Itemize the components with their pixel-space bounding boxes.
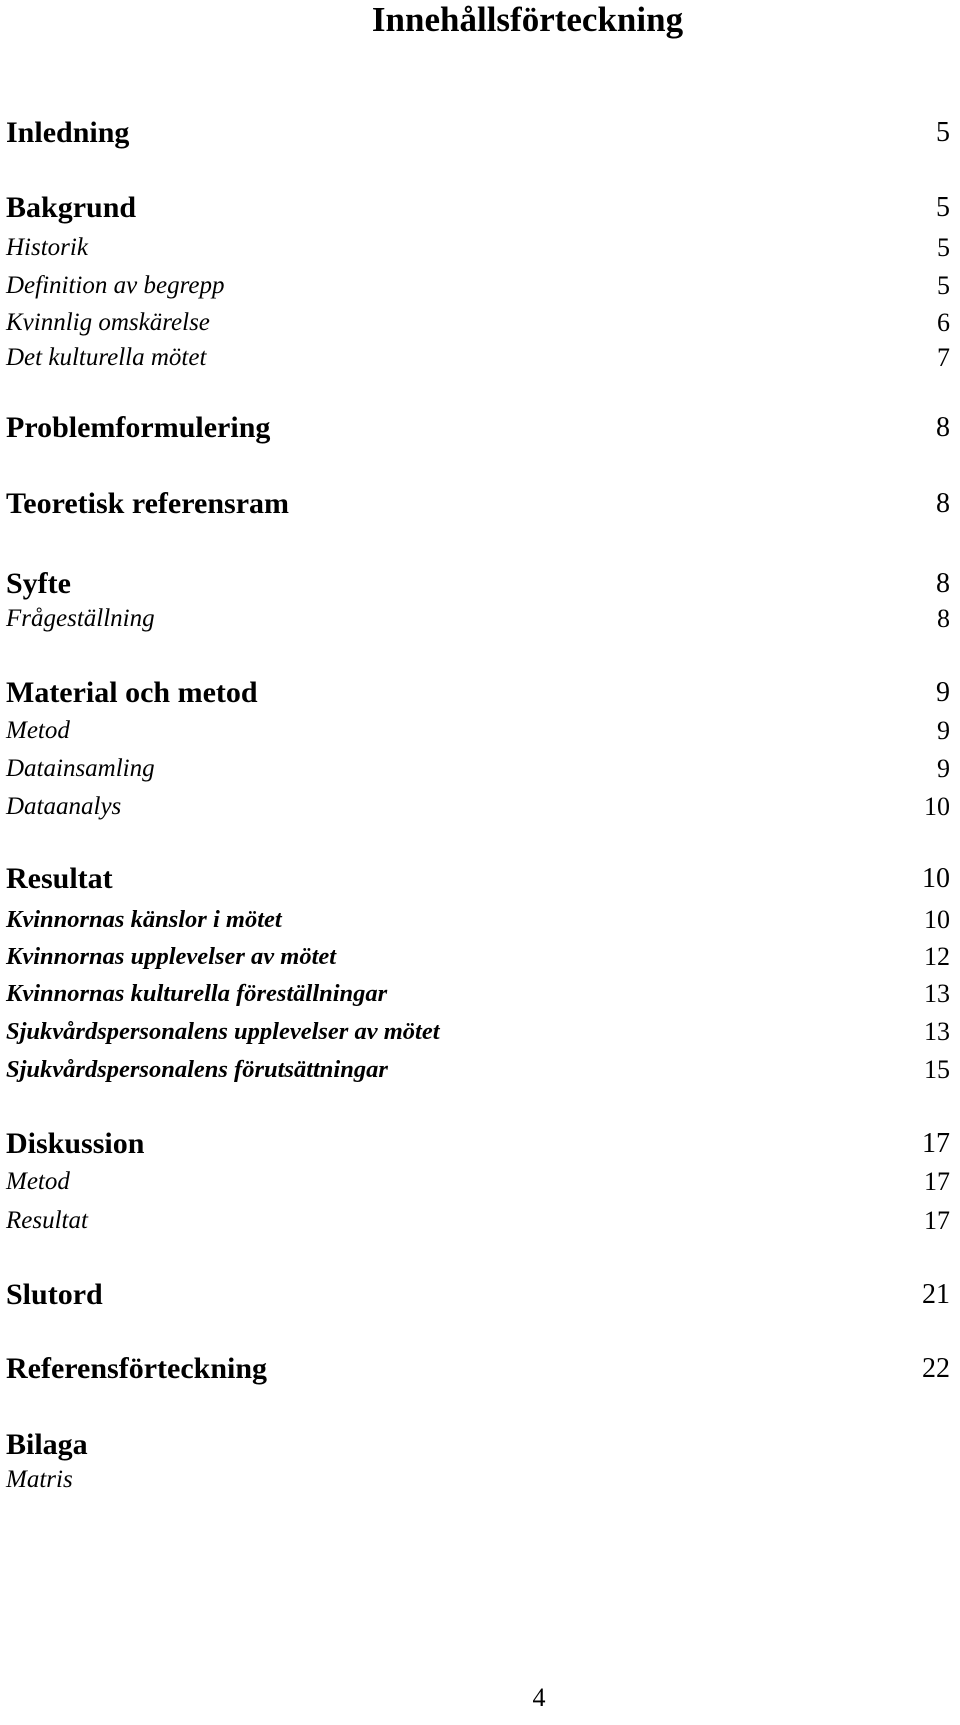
toc-entry[interactable] xyxy=(6,1206,950,1236)
toc-entry[interactable] xyxy=(6,116,950,150)
toc-entry-label: Kvinnornas kulturella föreställningar xyxy=(6,980,388,1007)
toc-entry-label: Inledning xyxy=(6,116,130,149)
toc-entry-page: 5 xyxy=(936,117,950,148)
toc-entry-page: 17 xyxy=(922,1128,950,1159)
toc-entry-label: Sjukvårdspersonalens förutsättningar xyxy=(6,1056,388,1083)
toc-entry-page: 8 xyxy=(936,568,950,599)
toc-entry-label: Bilaga xyxy=(6,1428,88,1461)
toc-entry-page: 13 xyxy=(924,979,950,1008)
toc-entry-label: Resultat xyxy=(6,862,113,895)
toc-entry[interactable] xyxy=(6,1352,950,1386)
toc-entry-page: 9 xyxy=(936,677,950,708)
toc-entry-label: Resultat xyxy=(6,1207,88,1234)
toc-entry-page: 10 xyxy=(924,905,950,934)
toc-entry[interactable] xyxy=(6,308,950,338)
toc-entry[interactable] xyxy=(6,343,950,373)
toc-entry[interactable] xyxy=(6,1127,950,1161)
toc-entry-label: Slutord xyxy=(6,1278,103,1311)
toc-entry-label: Kvinnornas känslor i mötet xyxy=(6,906,282,933)
toc-entry-label: Det kulturella mötet xyxy=(6,344,207,371)
page-title: Innehållsförteckning xyxy=(371,0,684,39)
toc-entry-label: Matris xyxy=(6,1466,73,1493)
toc-entry-page: 5 xyxy=(937,271,950,300)
toc-entry-label: Diskussion xyxy=(6,1127,145,1160)
toc-entry-page: 7 xyxy=(937,343,950,372)
toc-entry[interactable] xyxy=(6,411,950,445)
toc-entry-label: Frågeställning xyxy=(6,605,155,632)
toc-entry-label: Metod xyxy=(6,717,70,744)
toc-entry-page: 17 xyxy=(924,1206,950,1235)
toc-entry[interactable] xyxy=(6,567,950,601)
toc-entry[interactable] xyxy=(6,271,950,301)
toc-entry[interactable] xyxy=(6,676,950,710)
toc-entry-label: Metod xyxy=(6,1168,70,1195)
toc-entry-page: 8 xyxy=(937,604,950,633)
toc-entry[interactable] xyxy=(6,487,950,521)
toc-entry-label: Syfte xyxy=(6,567,71,600)
toc-entry-page: 17 xyxy=(924,1167,950,1196)
toc-entry[interactable] xyxy=(6,233,950,263)
toc-entry-page: 8 xyxy=(936,488,950,519)
toc-entry[interactable] xyxy=(6,979,950,1009)
toc-entry[interactable] xyxy=(6,1465,950,1495)
toc-entry-page: 15 xyxy=(924,1055,950,1084)
toc-entry-label: Kvinnlig omskärelse xyxy=(6,309,210,336)
toc-entry-page: 5 xyxy=(936,192,950,223)
toc-entry-label: Teoretisk referensram xyxy=(6,487,289,520)
toc-entry-label: Dataanalys xyxy=(6,793,122,820)
toc-entry-page: 6 xyxy=(937,308,950,337)
toc-entry-page: 22 xyxy=(922,1353,950,1384)
toc-entry[interactable] xyxy=(6,754,950,784)
toc-entry-page: 13 xyxy=(924,1017,950,1046)
toc-entry-label: Material och metod xyxy=(6,676,258,709)
toc-entry-label: Bakgrund xyxy=(6,191,137,224)
toc-entry-label: Datainsamling xyxy=(6,755,155,782)
toc-entry[interactable] xyxy=(6,1428,950,1462)
toc-entry[interactable] xyxy=(6,942,950,972)
toc-entry[interactable] xyxy=(6,792,950,822)
toc-entry-label: Referensförteckning xyxy=(6,1352,268,1385)
toc-entry[interactable] xyxy=(6,191,950,225)
toc-entry-label: Kvinnornas upplevelser av mötet xyxy=(6,943,337,970)
toc-entry-label: Sjukvårdspersonalens upplevelser av mötet xyxy=(6,1018,440,1045)
toc-entry[interactable] xyxy=(6,1055,950,1085)
toc-entry[interactable] xyxy=(6,716,950,746)
toc-entry-page: 12 xyxy=(924,942,950,971)
toc-entry[interactable] xyxy=(6,604,950,634)
toc-entry[interactable] xyxy=(6,862,950,896)
toc-entry-page: 10 xyxy=(922,863,950,894)
toc-entry-page: 21 xyxy=(922,1279,950,1310)
toc-entry-label: Problemformulering xyxy=(6,411,271,444)
toc-entry[interactable] xyxy=(6,1017,950,1047)
page-number: 4 xyxy=(532,1683,546,1712)
toc-entry-page: 9 xyxy=(937,716,950,745)
toc-entry-page: 9 xyxy=(937,754,950,783)
toc-entry-label: Historik xyxy=(6,234,88,261)
toc-entry[interactable] xyxy=(6,1278,950,1312)
toc-entry[interactable] xyxy=(6,905,950,935)
toc-entry-page: 8 xyxy=(936,412,950,443)
toc-entry-label: Definition av begrepp xyxy=(6,272,225,299)
toc-entry[interactable] xyxy=(6,1167,950,1197)
toc-entry-page: 5 xyxy=(937,233,950,262)
toc-entry-page: 10 xyxy=(924,792,950,821)
